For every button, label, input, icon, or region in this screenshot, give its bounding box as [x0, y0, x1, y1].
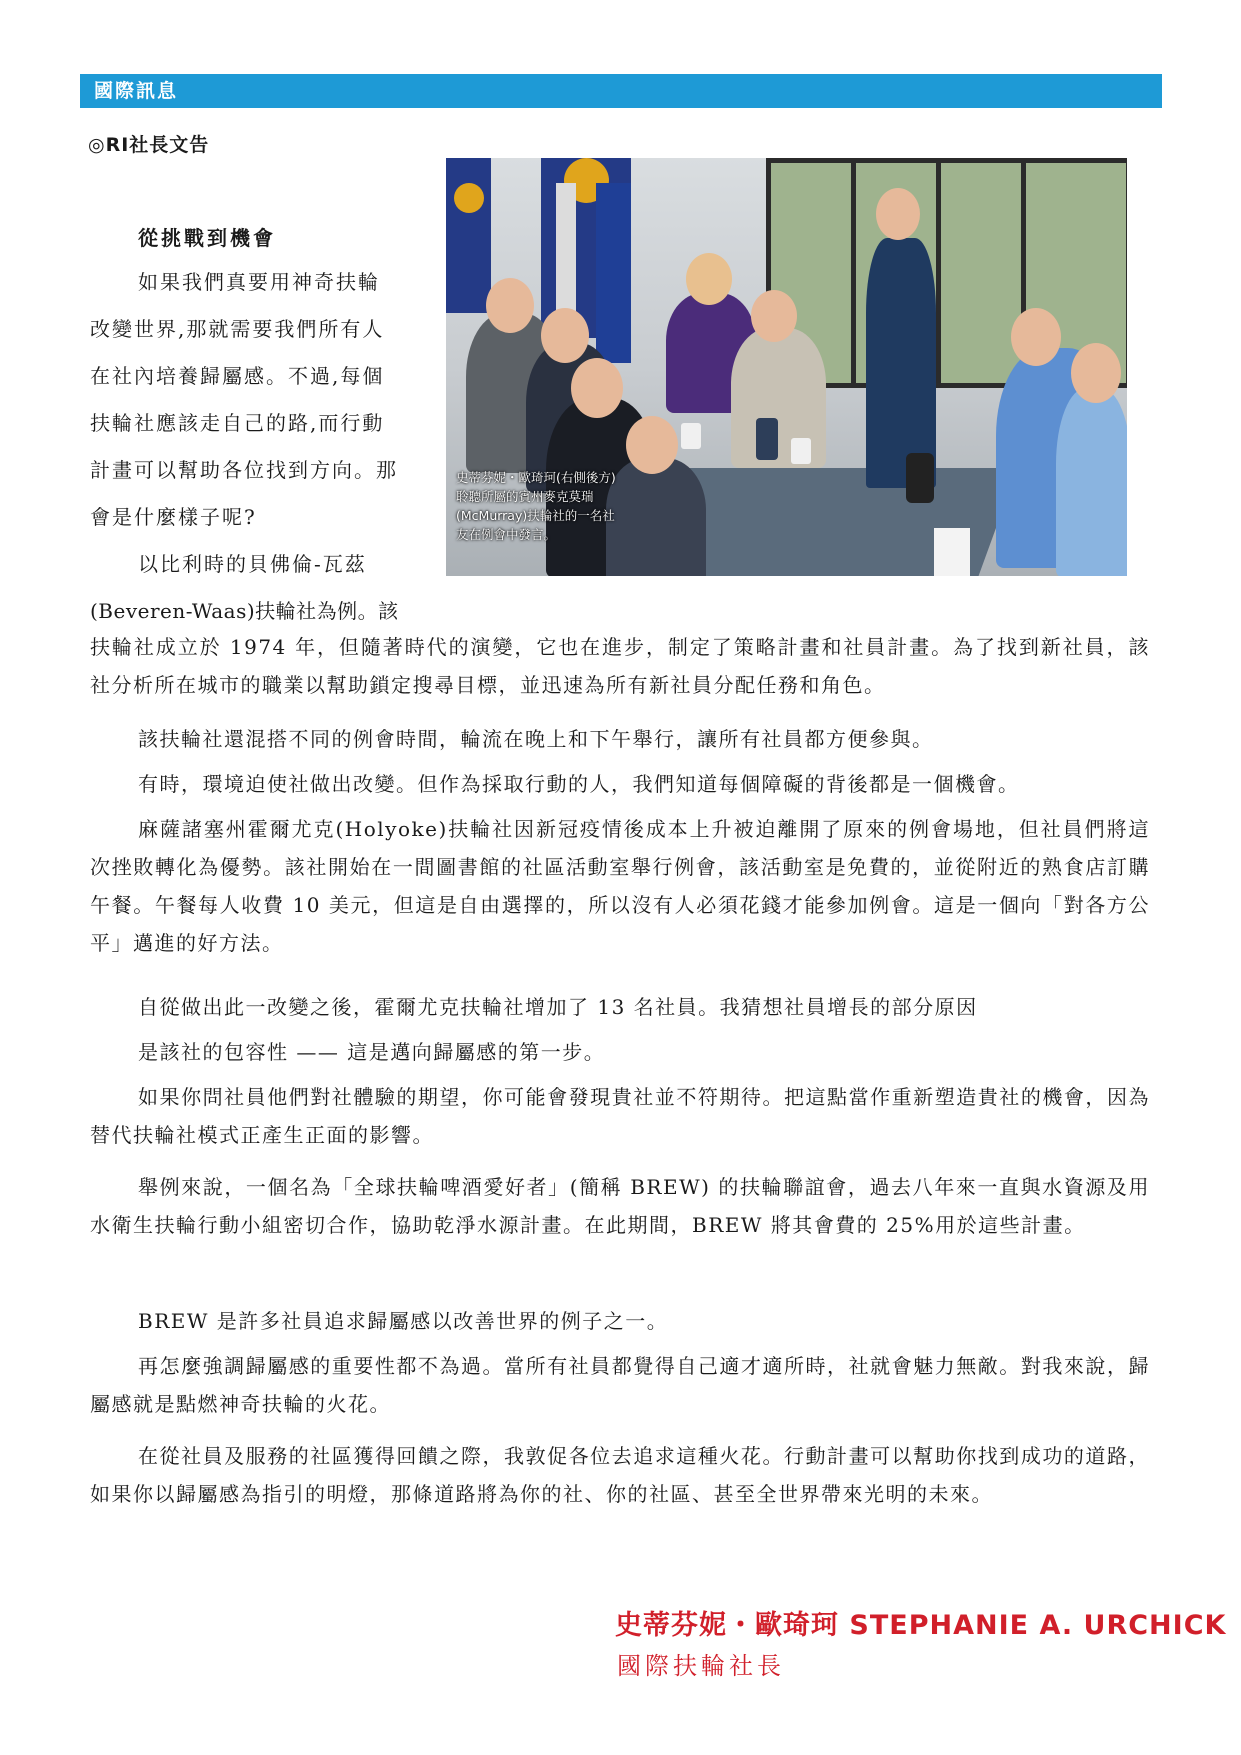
narrow-line: 如果我們真要用神奇扶輪: [138, 270, 380, 294]
article-paragraph: 自從做出此一改變之後，霍爾尤克扶輪社增加了 13 名社員。我猜想社員增長的部分原因: [138, 995, 978, 1019]
narrow-line: 改變世界,那就需要我們所有人: [90, 317, 385, 341]
signature-title: 國際扶輪社長: [617, 1652, 785, 1680]
article-paragraph: 麻薩諸塞州霍爾尤克(Holyoke)扶輪社因新冠疫情後成本上升被迫離開了原來的例會場地，但社員們將這次挫敗轉化為優勢。該社開始在一間圖書館的社區活動室舉行例會，該活動室是免費的，並從附近的熟食店訂購午餐。午餐每人收費 10 美元，但這是自由選擇的，所以沒有人必須花錢才能參加例會。這是一個向「對各方公平」邁進的好方法。: [90, 817, 1150, 955]
narrow-line: 扶輪社應該走自己的路,而行動: [90, 411, 385, 435]
narrow-line: 以比利時的貝佛倫-瓦茲: [138, 552, 367, 576]
signature-name: 史蒂芬妮・歐琦珂 STEPHANIE A. URCHICK: [615, 1610, 1227, 1641]
photo-caption: 史蒂芬妮・歐琦珂(右側後方)聆聽所屬的賓州麥克莫瑞(McMurray)扶輪社的一名社友在例會中發言。: [456, 470, 616, 542]
subsection-title: ◎RI社長文告: [88, 134, 210, 156]
article-paragraph: 該扶輪社還混搭不同的例會時間，輪流在晚上和下午舉行，讓所有社員都方便參與。: [138, 727, 934, 751]
article-paragraph: 有時，環境迫使社做出改變。但作為採取行動的人，我們知道每個障礙的背後都是一個機會。: [138, 772, 1020, 796]
narrow-line: 在社內培養歸屬感。不過,每個: [90, 364, 385, 388]
narrow-line: (Beveren-Waas)扶輪社為例。該: [90, 599, 399, 623]
article-paragraph: 如果你問社員他們對社體驗的期望，你可能會發現貴社並不符期待。把這點當作重新塑造貴社的機會，因為替代扶輪社模式正產生正面的影響。: [90, 1085, 1150, 1147]
article-paragraph: 再怎麼強調歸屬感的重要性都不為過。當所有社員都覺得自己適才適所時，社就會魅力無敵。對我來說，歸屬感就是點燃神奇扶輪的火花。: [90, 1354, 1150, 1416]
article-paragraph: 在從社員及服務的社區獲得回饋之際，我敦促各位去追求這種火花。行動計畫可以幫助你找到成功的道路，如果你以歸屬感為指引的明燈，那條道路將為你的社、你的社區、甚至全世界帶來光明的未來。: [90, 1444, 1150, 1506]
article-paragraph: 是該社的包容性 —— 這是邁向歸屬感的第一步。: [138, 1040, 606, 1064]
article-paragraph: BREW 是許多社員追求歸屬感以改善世界的例子之一。: [138, 1309, 669, 1333]
section-header-bar: [80, 74, 1162, 108]
article-paragraph: 扶輪社成立於 1974 年，但隨著時代的演變，它也在進步，制定了策略計畫和社員計畫。為了找到新社員，該社分析所在城市的職業以幫助鎖定搜尋目標，並迅速為所有新社員分配任務和角色。: [90, 635, 1150, 697]
narrow-line: 計畫可以幫助各位找到方向。那: [90, 458, 398, 482]
meeting-photo: [446, 158, 1127, 576]
section-title: 國際訊息: [94, 80, 179, 102]
narrow-line: 會是什麼樣子呢?: [90, 505, 257, 529]
article-title: 從挑戰到機會: [138, 226, 276, 250]
article-paragraph: 舉例來說，一個名為「全球扶輪啤酒愛好者」(簡稱 BREW) 的扶輪聯誼會，過去八年來一直與水資源及用水衛生扶輪行動小組密切合作，協助乾淨水源計畫。在此期間，BREW 將其會費的 25%用於這些計畫。: [90, 1175, 1150, 1237]
